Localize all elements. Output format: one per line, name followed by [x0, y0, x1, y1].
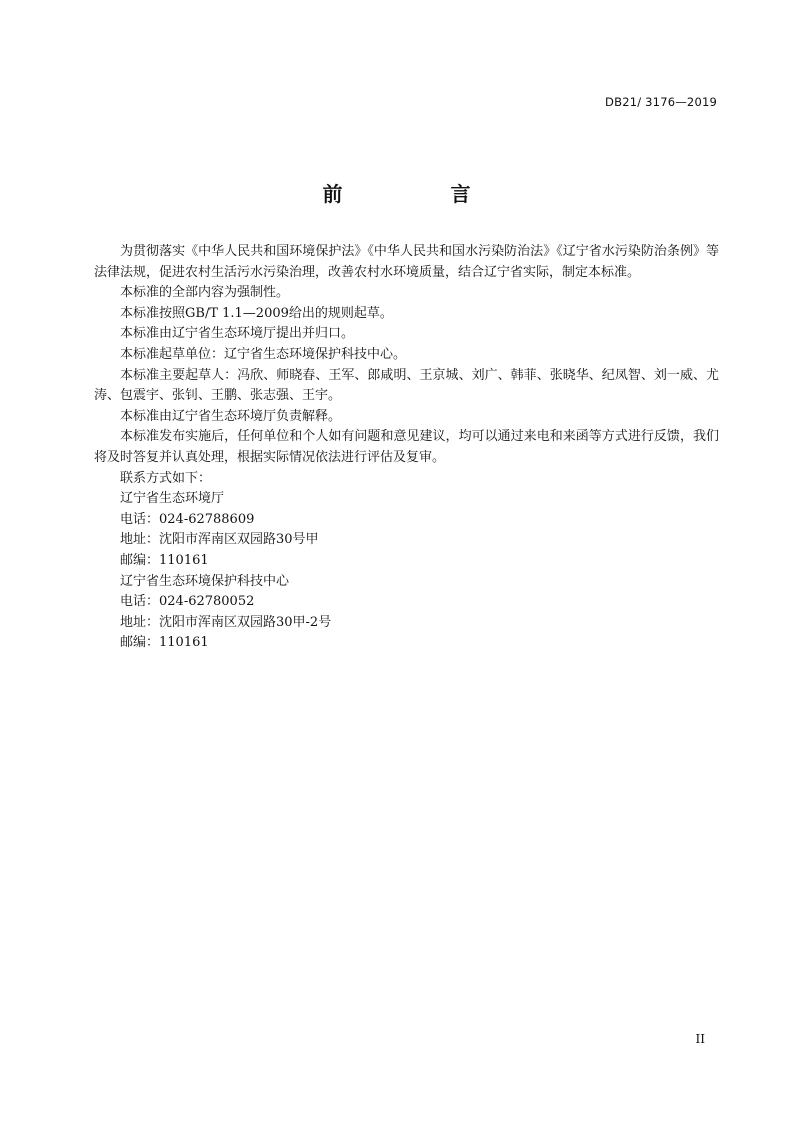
contact-postcode: 邮编：110161: [120, 635, 209, 651]
contact-address: 地址：沈阳市浑南区双园路30甲-2号: [120, 614, 332, 630]
page-number: II: [695, 1032, 705, 1046]
contact-heading: 联系方式如下：: [120, 470, 212, 486]
document-body: [94, 242, 719, 654]
paragraph-drafting-rules: 本标准按照GB/T 1.1—2009给出的规则起草。: [120, 305, 393, 321]
contact-phone: 电话：024-62788609: [120, 511, 255, 527]
contact-block-2: [94, 572, 719, 654]
paragraph-interpretation: 本标准由辽宁省生态环境厅负责解释。: [120, 408, 342, 424]
contact-address: 地址：沈阳市浑南区双园路30号甲: [120, 532, 319, 548]
paragraph-mandatory: 本标准的全部内容为强制性。: [120, 285, 290, 301]
contact-org-name: 辽宁省生态环境厅: [120, 491, 225, 507]
contact-phone: 电话：024-62780052: [120, 594, 255, 610]
paragraph-drafters: 本标准主要起草人：冯欣、师晓春、王军、郎咸明、王京城、刘广、韩菲、张晓华、纪凤智、刘一威、尤涛、包震宇、张钊、王鹏、张志强、王宇。: [94, 367, 719, 404]
standard-code: DB21/ 3176—2019: [605, 95, 717, 109]
paragraph-purpose: 为贯彻落实《中华人民共和国环境保护法》《中华人民共和国水污染防治法》《辽宁省水污染防治条例》等法律法规，促进农村生活污水污染治理，改善农村水环境质量，结合辽宁省实际，制定本标准。: [94, 244, 719, 280]
page-title: 前 言: [322, 182, 515, 206]
contact-org-name: 辽宁省生态环境保护科技中心: [120, 573, 290, 589]
contact-block-1: [94, 489, 719, 571]
contact-postcode: 邮编：110161: [120, 552, 209, 568]
paragraph-proposer: 本标准由辽宁省生态环境厅提出并归口。: [120, 326, 355, 342]
paragraph-feedback: 本标准发布实施后，任何单位和个人如有问题和意见建议，均可以通过来电和来函等方式进行反馈，我们将及时答复并认真处理，根据实际情况依法进行评估及复审。: [94, 429, 719, 465]
paragraph-drafting-unit: 本标准起草单位：辽宁省生态环境保护科技中心。: [120, 346, 407, 362]
